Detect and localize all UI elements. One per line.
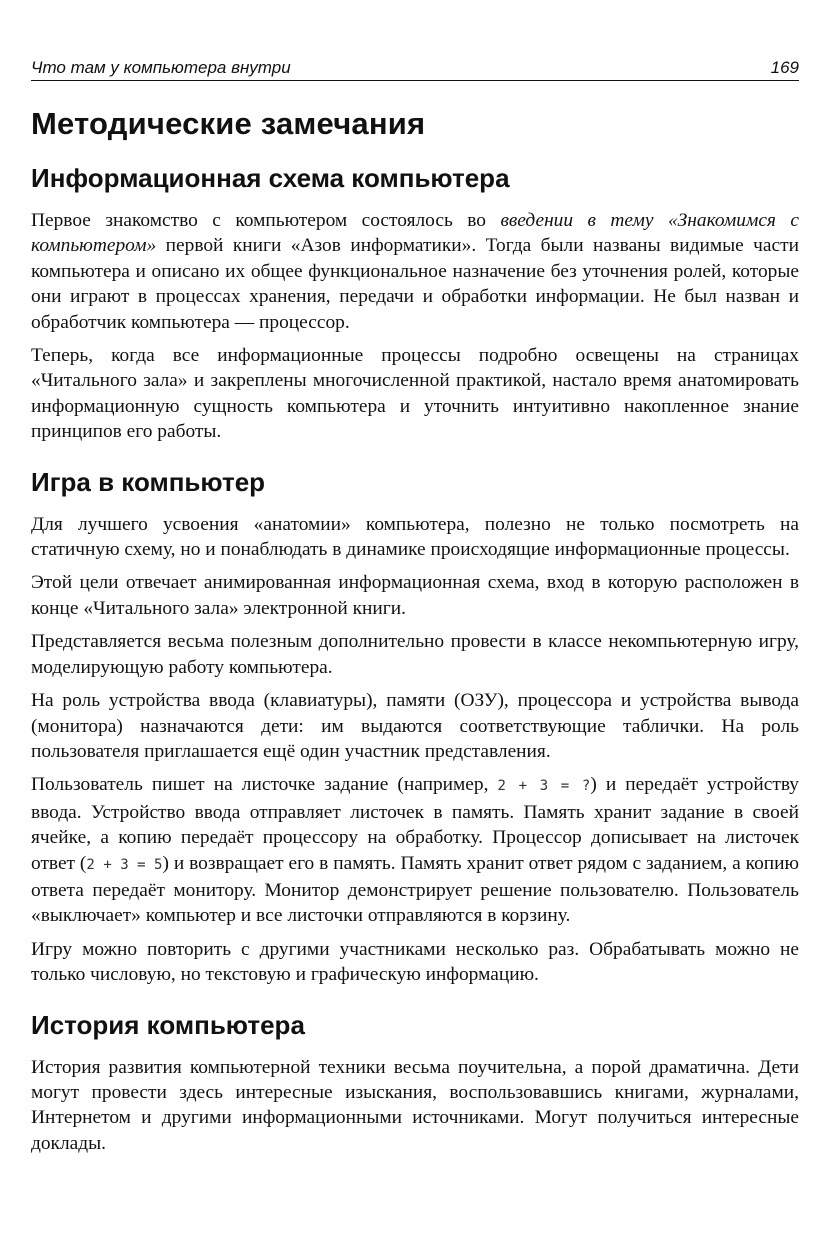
paragraph-history: История развития компьютерной техники весьма поучительна, а порой драматична. Дети могут провести здесь интересные изыскания, воспользовавшись книгами, журналами, Интернетом и другими информационными источниками. Могут получиться интересные доклады.: [31, 1056, 799, 1154]
paragraph-anatomy: Для лучшего усвоения «анатомии» компьютера, полезно не только посмотреть на статичную схему, но и понаблюдать в динамике происходящие информационные процессы.: [31, 513, 799, 561]
section-heading-computer-game: Игра в компьютер: [31, 466, 266, 497]
paragraph-text: ) и возвращает его в память. Память хранит ответ рядом с заданием, а копию ответа передаёт монитору. Монитор демонстрирует решение пользователю. Пользователь «выключает» компьютер и все листочки отправляются в корзину.: [31, 852, 800, 927]
paragraph-now: Теперь, когда все информационные процессы подробно освещены на страницах «Читального зала» и закреплены многочисленной практикой, настало время анатомировать информационную сущность компьютера и уточнить интуитивно накопленное знание принципов его работы.: [31, 345, 799, 443]
paragraph-offline-game: Представляется весьма полезным дополнительно провести в классе некомпьютерную игру, моделирующую работу компьютера.: [31, 631, 799, 678]
paragraph-text: Первое знакомство с компьютером состоялось во: [31, 210, 501, 231]
page-number: 169: [770, 58, 799, 77]
paragraph-text: Пользователь пишет на листочке задание (например,: [31, 774, 498, 796]
paragraph-text: первой книги «Азов информатики». Тогда были названы видимые части компьютера и описано их общее функциональное назначение без уточнения ролей, которые они играют в процессах хранения, передачи и обработки информации. Не был назван и обработчик компьютера — процессор.: [31, 235, 799, 333]
chapter-title: Методические замечания: [31, 106, 426, 141]
section-computer-history: [31, 1008, 799, 1157]
paragraph-animated-scheme: Этой цели отвечает анимированная информационная схема, вход в которую расположен в конце «Читального зала» электронной книги.: [31, 572, 799, 619]
paragraph-game-flow: [31, 772, 799, 928]
page: [31, 58, 799, 1156]
paragraph-roles: На роль устройства ввода (клавиатуры), памяти (ОЗУ), процессора и устройства вывода (монитора) назначаются дети: им выдаются соответствующие таблички. На роль пользователя приглашается ещё один участник представления.: [31, 690, 799, 762]
answer-example: 2 + 3 = 5: [86, 856, 163, 873]
task-example: 2 + 3 = ?: [497, 778, 591, 795]
running-head-title: Что там у компьютера внутри: [31, 58, 291, 77]
section-heading-information-scheme: Информационная схема компьютера: [31, 163, 510, 193]
section-heading-computer-history: История компьютера: [31, 1009, 305, 1040]
running-head: [31, 58, 799, 81]
section-computer-game: [31, 465, 799, 988]
section-information-scheme: [31, 161, 799, 445]
intro-topic-reference: введении в тему «Знакомимся с компьютером»: [31, 210, 800, 257]
paragraph-text: ) и передаёт устройству ввода. Устройство ввода отправляет листочек в память. Память хранит задание в своей ячейке, а копию передаёт процессору на обработку. Процессор дописывает на листочек ответ (: [31, 774, 800, 874]
paragraph-repeat-game: Игру можно повторить с другими участниками несколько раз. Обрабатывать можно не только числовую, но текстовую и графическую информацию.: [31, 938, 799, 986]
paragraph-first-acquaintance: [31, 208, 799, 335]
